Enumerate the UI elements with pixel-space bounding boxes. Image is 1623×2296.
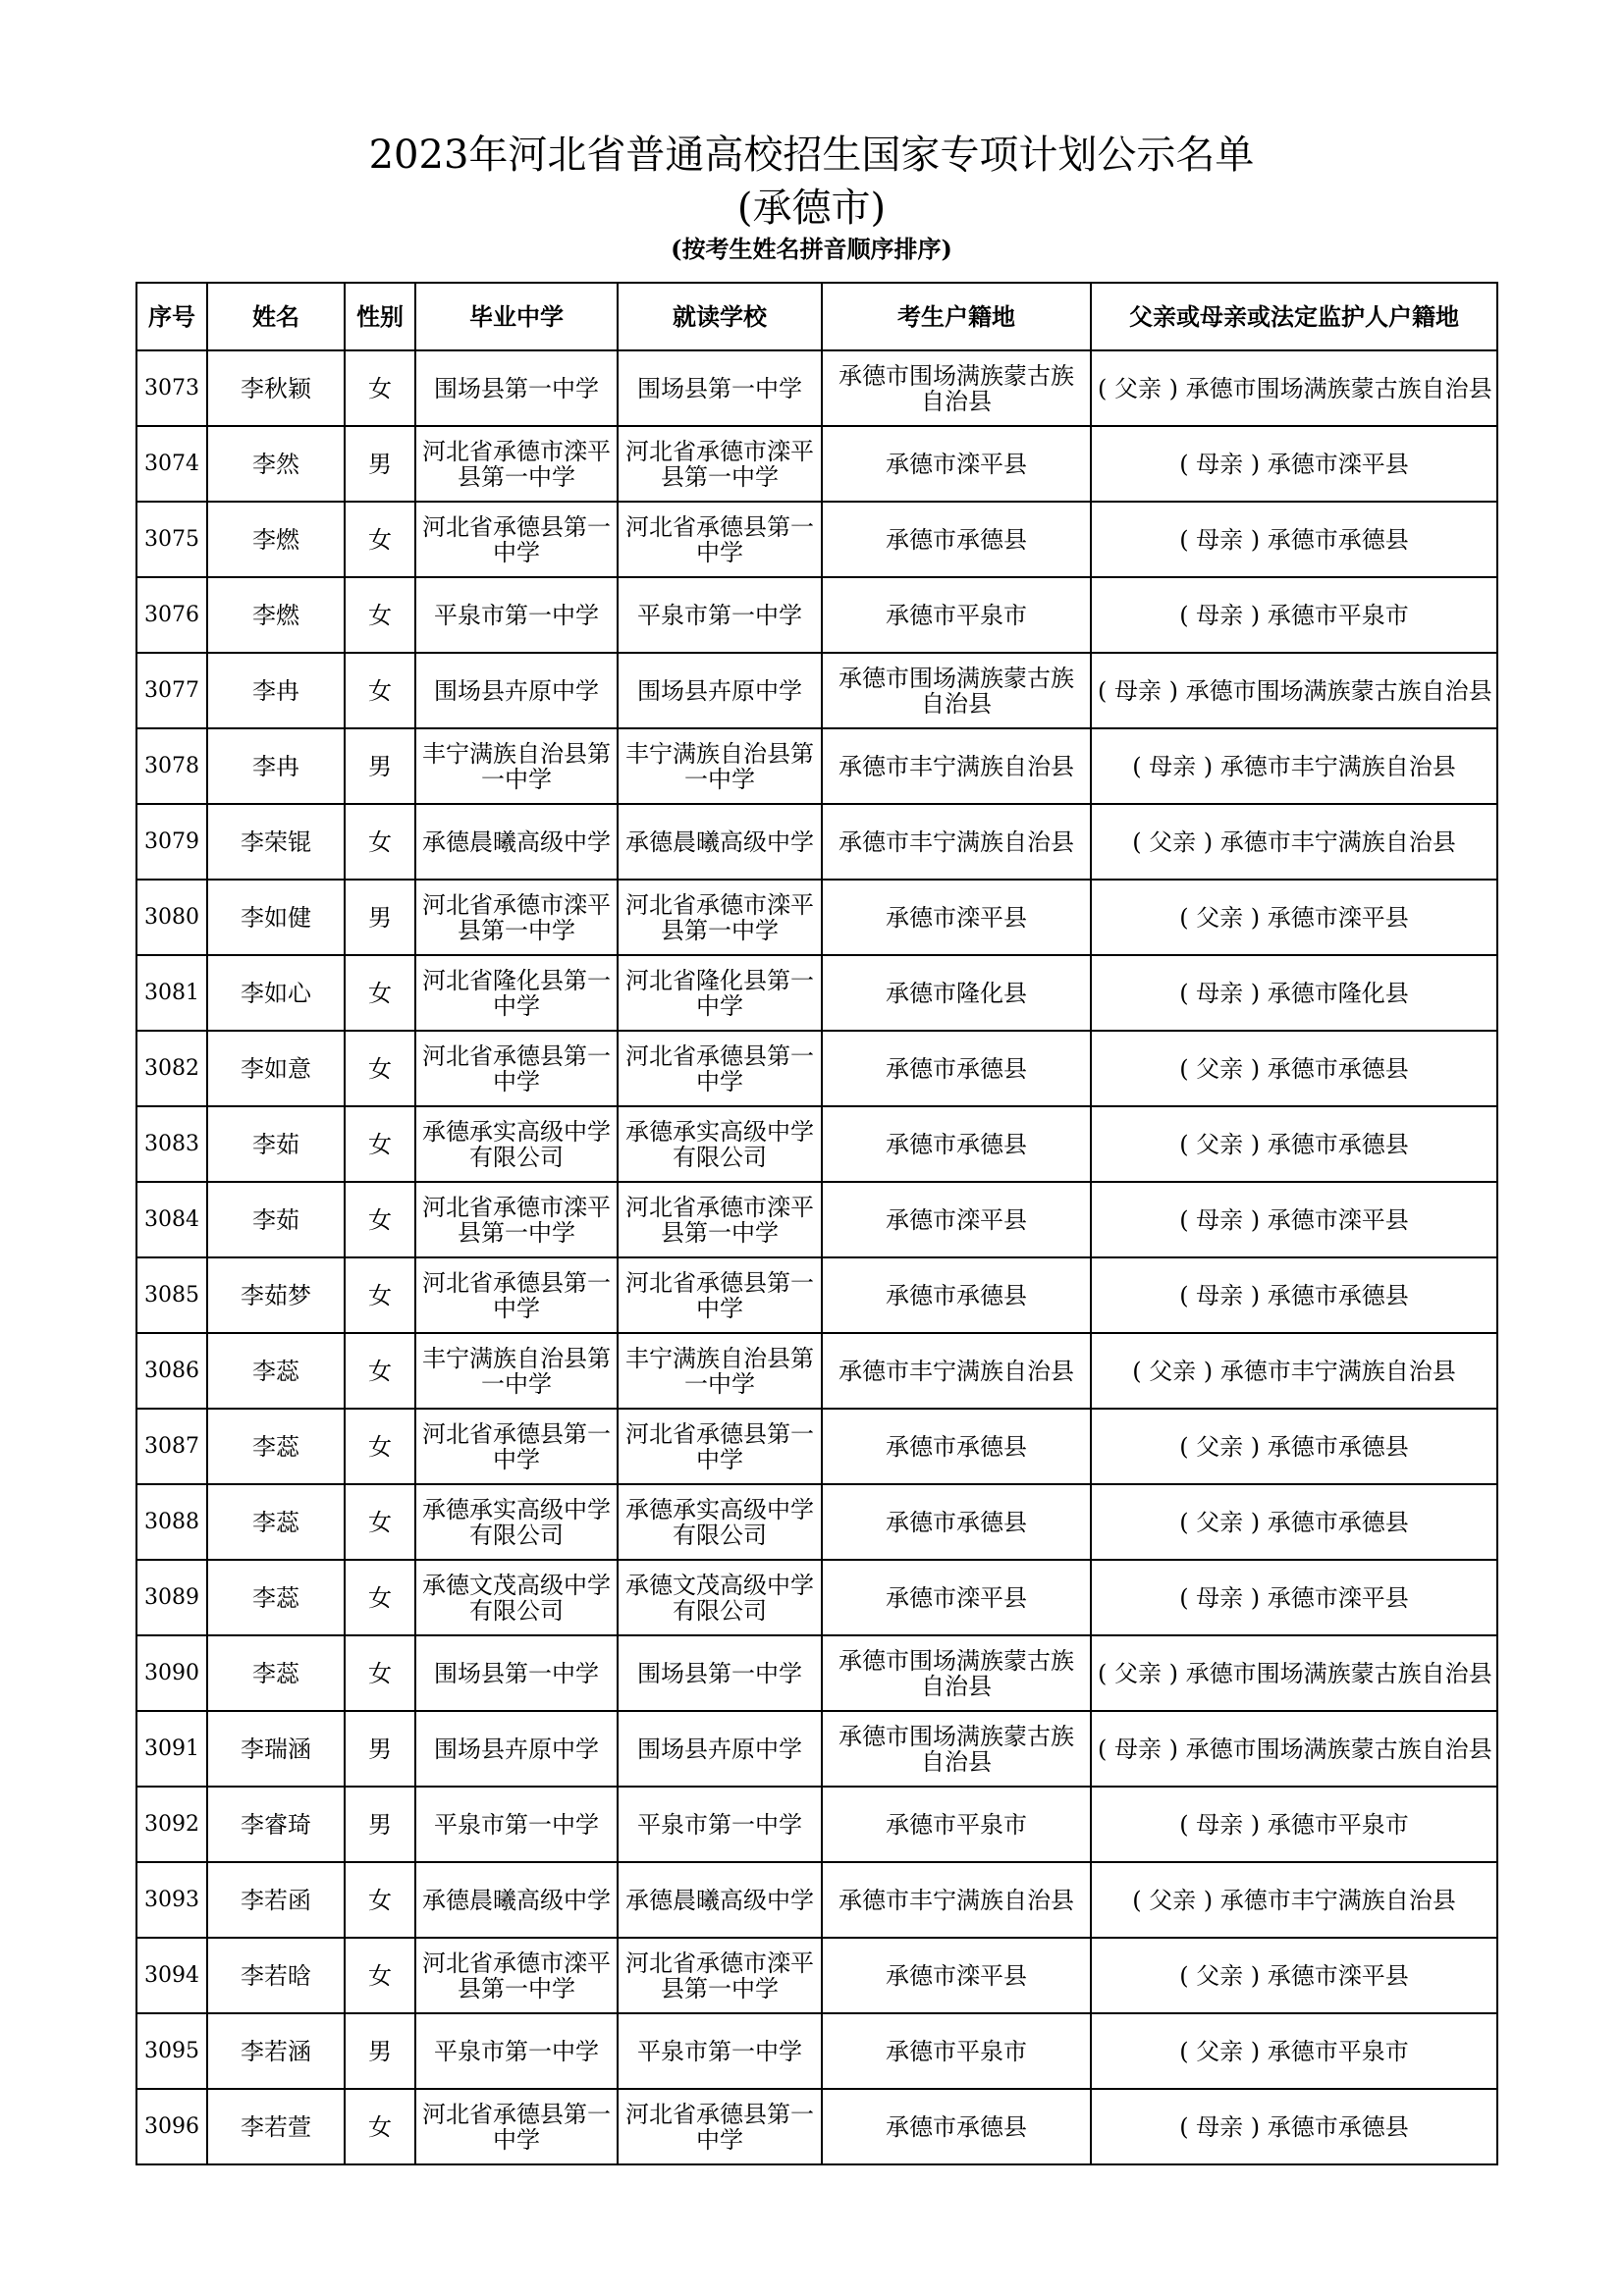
cell-no: 3096 (136, 2089, 207, 2164)
cell-current-school: 河北省承德市滦平县第一中学 (618, 426, 822, 502)
cell-name: 李睿琦 (207, 1787, 345, 1862)
cell-no: 3078 (136, 728, 207, 804)
cell-grad-school: 河北省承德县第一中学 (415, 1257, 618, 1333)
cell-hukou: 承德市围场满族蒙古族自治县 (822, 350, 1091, 426)
table-row (136, 2089, 1497, 2164)
cell-name: 李如意 (207, 1031, 345, 1106)
cell-gender: 女 (345, 1333, 415, 1409)
cell-hukou: 承德市丰宁满族自治县 (822, 728, 1091, 804)
cell-no: 3085 (136, 1257, 207, 1333)
cell-gender: 女 (345, 1635, 415, 1711)
cell-grad-school: 河北省承德县第一中学 (415, 1031, 618, 1106)
cell-gender: 女 (345, 1938, 415, 2013)
cell-guardian-hukou: ( 父亲 ) 承德市承德县 (1091, 1031, 1497, 1106)
table-row (136, 955, 1497, 1031)
page-title: 2023年河北省普通高校招生国家专项计划公示名单 (368, 133, 1255, 178)
cell-guardian-hukou: ( 父亲 ) 承德市承德县 (1091, 1484, 1497, 1560)
table-row (136, 1484, 1497, 1560)
cell-hukou: 承德市平泉市 (822, 2013, 1091, 2089)
cell-gender: 男 (345, 426, 415, 502)
cell-name: 李蕊 (207, 1333, 345, 1409)
cell-guardian-hukou: ( 母亲 ) 承德市滦平县 (1091, 426, 1497, 502)
cell-guardian-hukou: ( 母亲 ) 承德市平泉市 (1091, 1787, 1497, 1862)
cell-no: 3088 (136, 1484, 207, 1560)
cell-grad-school: 围场县第一中学 (415, 350, 618, 426)
cell-guardian-hukou: ( 母亲 ) 承德市围场满族蒙古族自治县 (1091, 1711, 1497, 1787)
cell-hukou: 承德市围场满族蒙古族自治县 (822, 1635, 1091, 1711)
header-hukou: 考生户籍地 (822, 283, 1091, 350)
table-row (136, 426, 1497, 502)
table-row (136, 1938, 1497, 2013)
cell-grad-school: 围场县第一中学 (415, 1635, 618, 1711)
cell-current-school: 河北省承德市滦平县第一中学 (618, 880, 822, 955)
cell-current-school: 围场县卉原中学 (618, 653, 822, 728)
table-row (136, 804, 1497, 880)
cell-grad-school: 河北省承德县第一中学 (415, 502, 618, 577)
cell-no: 3089 (136, 1560, 207, 1635)
header-name: 姓名 (207, 283, 345, 350)
cell-hukou: 承德市滦平县 (822, 426, 1091, 502)
cell-grad-school: 承德承实高级中学有限公司 (415, 1484, 618, 1560)
cell-gender: 女 (345, 1031, 415, 1106)
cell-hukou: 承德市承德县 (822, 502, 1091, 577)
header-grad-school: 毕业中学 (415, 283, 618, 350)
cell-no: 3094 (136, 1938, 207, 2013)
table-row (136, 1031, 1497, 1106)
cell-gender: 女 (345, 502, 415, 577)
cell-grad-school: 丰宁满族自治县第一中学 (415, 1333, 618, 1409)
cell-current-school: 河北省承德县第一中学 (618, 1409, 822, 1484)
cell-no: 3077 (136, 653, 207, 728)
cell-no: 3087 (136, 1409, 207, 1484)
cell-current-school: 围场县第一中学 (618, 350, 822, 426)
cell-gender: 女 (345, 804, 415, 880)
cell-guardian-hukou: ( 母亲 ) 承德市滦平县 (1091, 1182, 1497, 1257)
cell-hukou: 承德市平泉市 (822, 577, 1091, 653)
table-row (136, 1182, 1497, 1257)
cell-grad-school: 河北省承德市滦平县第一中学 (415, 1938, 618, 2013)
cell-gender: 男 (345, 880, 415, 955)
cell-no: 3079 (136, 804, 207, 880)
cell-no: 3075 (136, 502, 207, 577)
table-row (136, 1106, 1497, 1182)
cell-name: 李若晗 (207, 1938, 345, 2013)
cell-name: 李瑞涵 (207, 1711, 345, 1787)
table-row (136, 577, 1497, 653)
cell-gender: 女 (345, 1409, 415, 1484)
cell-current-school: 河北省承德县第一中学 (618, 2089, 822, 2164)
cell-guardian-hukou: ( 父亲 ) 承德市滦平县 (1091, 880, 1497, 955)
cell-name: 李燃 (207, 577, 345, 653)
table-row (136, 1257, 1497, 1333)
cell-no: 3080 (136, 880, 207, 955)
cell-hukou: 承德市隆化县 (822, 955, 1091, 1031)
cell-gender: 男 (345, 1787, 415, 1862)
cell-grad-school: 承德承实高级中学有限公司 (415, 1106, 618, 1182)
cell-name: 李燃 (207, 502, 345, 577)
cell-guardian-hukou: ( 母亲 ) 承德市承德县 (1091, 502, 1497, 577)
cell-gender: 女 (345, 1182, 415, 1257)
cell-name: 李然 (207, 426, 345, 502)
cell-name: 李若函 (207, 1862, 345, 1938)
cell-hukou: 承德市承德县 (822, 2089, 1091, 2164)
cell-guardian-hukou: ( 母亲 ) 承德市平泉市 (1091, 577, 1497, 653)
cell-name: 李冉 (207, 728, 345, 804)
cell-current-school: 承德文茂高级中学有限公司 (618, 1560, 822, 1635)
cell-gender: 男 (345, 1711, 415, 1787)
cell-grad-school: 承德晨曦高级中学 (415, 1862, 618, 1938)
cell-guardian-hukou: ( 母亲 ) 承德市隆化县 (1091, 955, 1497, 1031)
cell-gender: 女 (345, 653, 415, 728)
cell-guardian-hukou: ( 父亲 ) 承德市承德县 (1091, 1106, 1497, 1182)
cell-name: 李蕊 (207, 1484, 345, 1560)
table-row (136, 1862, 1497, 1938)
cell-grad-school: 承德晨曦高级中学 (415, 804, 618, 880)
cell-name: 李若涵 (207, 2013, 345, 2089)
cell-guardian-hukou: ( 母亲 ) 承德市滦平县 (1091, 1560, 1497, 1635)
cell-guardian-hukou: ( 父亲 ) 承德市丰宁满族自治县 (1091, 804, 1497, 880)
roster-table (135, 282, 1498, 2165)
cell-grad-school: 河北省承德市滦平县第一中学 (415, 880, 618, 955)
table-row (136, 1787, 1497, 1862)
cell-grad-school: 河北省承德县第一中学 (415, 1409, 618, 1484)
cell-no: 3086 (136, 1333, 207, 1409)
cell-gender: 女 (345, 1484, 415, 1560)
cell-no: 3092 (136, 1787, 207, 1862)
cell-guardian-hukou: ( 父亲 ) 承德市丰宁满族自治县 (1091, 1333, 1497, 1409)
cell-current-school: 河北省承德县第一中学 (618, 1257, 822, 1333)
cell-gender: 女 (345, 955, 415, 1031)
cell-name: 李如健 (207, 880, 345, 955)
cell-name: 李茹梦 (207, 1257, 345, 1333)
cell-hukou: 承德市承德县 (822, 1257, 1091, 1333)
cell-hukou: 承德市承德县 (822, 1484, 1091, 1560)
cell-hukou: 承德市丰宁满族自治县 (822, 1333, 1091, 1409)
cell-grad-school: 平泉市第一中学 (415, 2013, 618, 2089)
cell-current-school: 丰宁满族自治县第一中学 (618, 1333, 822, 1409)
sort-note: (按考生姓名拼音顺序排序) (671, 235, 952, 263)
cell-name: 李蕊 (207, 1560, 345, 1635)
cell-hukou: 承德市承德县 (822, 1409, 1091, 1484)
cell-hukou: 承德市滦平县 (822, 1182, 1091, 1257)
cell-guardian-hukou: ( 父亲 ) 承德市平泉市 (1091, 2013, 1497, 2089)
cell-grad-school: 平泉市第一中学 (415, 1787, 618, 1862)
cell-current-school: 平泉市第一中学 (618, 1787, 822, 1862)
cell-hukou: 承德市平泉市 (822, 1787, 1091, 1862)
table-row (136, 2013, 1497, 2089)
cell-hukou: 承德市丰宁满族自治县 (822, 1862, 1091, 1938)
cell-current-school: 平泉市第一中学 (618, 577, 822, 653)
cell-gender: 女 (345, 577, 415, 653)
cell-current-school: 河北省承德县第一中学 (618, 1031, 822, 1106)
cell-name: 李茹 (207, 1106, 345, 1182)
cell-name: 李若萱 (207, 2089, 345, 2164)
cell-no: 3095 (136, 2013, 207, 2089)
header-current-school: 就读学校 (618, 283, 822, 350)
cell-name: 李荣锟 (207, 804, 345, 880)
table-row (136, 880, 1497, 955)
cell-hukou: 承德市承德县 (822, 1031, 1091, 1106)
cell-current-school: 河北省承德市滦平县第一中学 (618, 1182, 822, 1257)
cell-gender: 女 (345, 1560, 415, 1635)
table-row (136, 1409, 1497, 1484)
table-row (136, 653, 1497, 728)
header-guardian-hukou: 父亲或母亲或法定监护人户籍地 (1091, 283, 1497, 350)
cell-gender: 女 (345, 1257, 415, 1333)
cell-current-school: 丰宁满族自治县第一中学 (618, 728, 822, 804)
cell-grad-school: 河北省隆化县第一中学 (415, 955, 618, 1031)
cell-current-school: 围场县第一中学 (618, 1635, 822, 1711)
cell-hukou: 承德市丰宁满族自治县 (822, 804, 1091, 880)
cell-hukou: 承德市承德县 (822, 1106, 1091, 1182)
cell-no: 3073 (136, 350, 207, 426)
table-header-row (136, 283, 1497, 350)
cell-no: 3084 (136, 1182, 207, 1257)
page-subtitle: (承德市) (736, 186, 887, 231)
cell-hukou: 承德市滦平县 (822, 1938, 1091, 2013)
cell-grad-school: 丰宁满族自治县第一中学 (415, 728, 618, 804)
table-row (136, 1560, 1497, 1635)
cell-current-school: 承德承实高级中学有限公司 (618, 1106, 822, 1182)
table-row (136, 350, 1497, 426)
cell-guardian-hukou: ( 母亲 ) 承德市丰宁满族自治县 (1091, 728, 1497, 804)
table-row (136, 1333, 1497, 1409)
cell-gender: 男 (345, 2013, 415, 2089)
cell-guardian-hukou: ( 父亲 ) 承德市围场满族蒙古族自治县 (1091, 1635, 1497, 1711)
cell-no: 3093 (136, 1862, 207, 1938)
cell-no: 3091 (136, 1711, 207, 1787)
cell-guardian-hukou: ( 母亲 ) 承德市承德县 (1091, 2089, 1497, 2164)
cell-no: 3083 (136, 1106, 207, 1182)
cell-name: 李蕊 (207, 1635, 345, 1711)
cell-current-school: 承德承实高级中学有限公司 (618, 1484, 822, 1560)
cell-no: 3076 (136, 577, 207, 653)
cell-name: 李冉 (207, 653, 345, 728)
cell-no: 3074 (136, 426, 207, 502)
cell-hukou: 承德市围场满族蒙古族自治县 (822, 1711, 1091, 1787)
cell-gender: 女 (345, 1862, 415, 1938)
cell-grad-school: 平泉市第一中学 (415, 577, 618, 653)
cell-guardian-hukou: ( 父亲 ) 承德市围场满族蒙古族自治县 (1091, 350, 1497, 426)
cell-grad-school: 承德文茂高级中学有限公司 (415, 1560, 618, 1635)
cell-name: 李蕊 (207, 1409, 345, 1484)
cell-gender: 女 (345, 350, 415, 426)
cell-guardian-hukou: ( 父亲 ) 承德市滦平县 (1091, 1938, 1497, 2013)
cell-no: 3090 (136, 1635, 207, 1711)
cell-no: 3081 (136, 955, 207, 1031)
header-gender: 性别 (345, 283, 415, 350)
cell-current-school: 平泉市第一中学 (618, 2013, 822, 2089)
table-row (136, 1635, 1497, 1711)
cell-guardian-hukou: ( 父亲 ) 承德市丰宁满族自治县 (1091, 1862, 1497, 1938)
cell-guardian-hukou: ( 母亲 ) 承德市围场满族蒙古族自治县 (1091, 653, 1497, 728)
cell-hukou: 承德市围场满族蒙古族自治县 (822, 653, 1091, 728)
cell-hukou: 承德市滦平县 (822, 880, 1091, 955)
table-row (136, 502, 1497, 577)
cell-current-school: 承德晨曦高级中学 (618, 1862, 822, 1938)
cell-name: 李秋颖 (207, 350, 345, 426)
cell-guardian-hukou: ( 母亲 ) 承德市承德县 (1091, 1257, 1497, 1333)
cell-hukou: 承德市滦平县 (822, 1560, 1091, 1635)
cell-grad-school: 河北省承德市滦平县第一中学 (415, 426, 618, 502)
cell-grad-school: 河北省承德市滦平县第一中学 (415, 1182, 618, 1257)
cell-guardian-hukou: ( 父亲 ) 承德市承德县 (1091, 1409, 1497, 1484)
cell-gender: 女 (345, 2089, 415, 2164)
cell-current-school: 承德晨曦高级中学 (618, 804, 822, 880)
header-no: 序号 (136, 283, 207, 350)
cell-gender: 女 (345, 1106, 415, 1182)
cell-current-school: 河北省承德市滦平县第一中学 (618, 1938, 822, 2013)
cell-current-school: 河北省承德县第一中学 (618, 502, 822, 577)
cell-gender: 男 (345, 728, 415, 804)
table-row (136, 728, 1497, 804)
cell-grad-school: 围场县卉原中学 (415, 1711, 618, 1787)
cell-current-school: 围场县卉原中学 (618, 1711, 822, 1787)
cell-grad-school: 围场县卉原中学 (415, 653, 618, 728)
table-row (136, 1711, 1497, 1787)
cell-name: 李如心 (207, 955, 345, 1031)
cell-no: 3082 (136, 1031, 207, 1106)
cell-name: 李茹 (207, 1182, 345, 1257)
cell-grad-school: 河北省承德县第一中学 (415, 2089, 618, 2164)
cell-current-school: 河北省隆化县第一中学 (618, 955, 822, 1031)
